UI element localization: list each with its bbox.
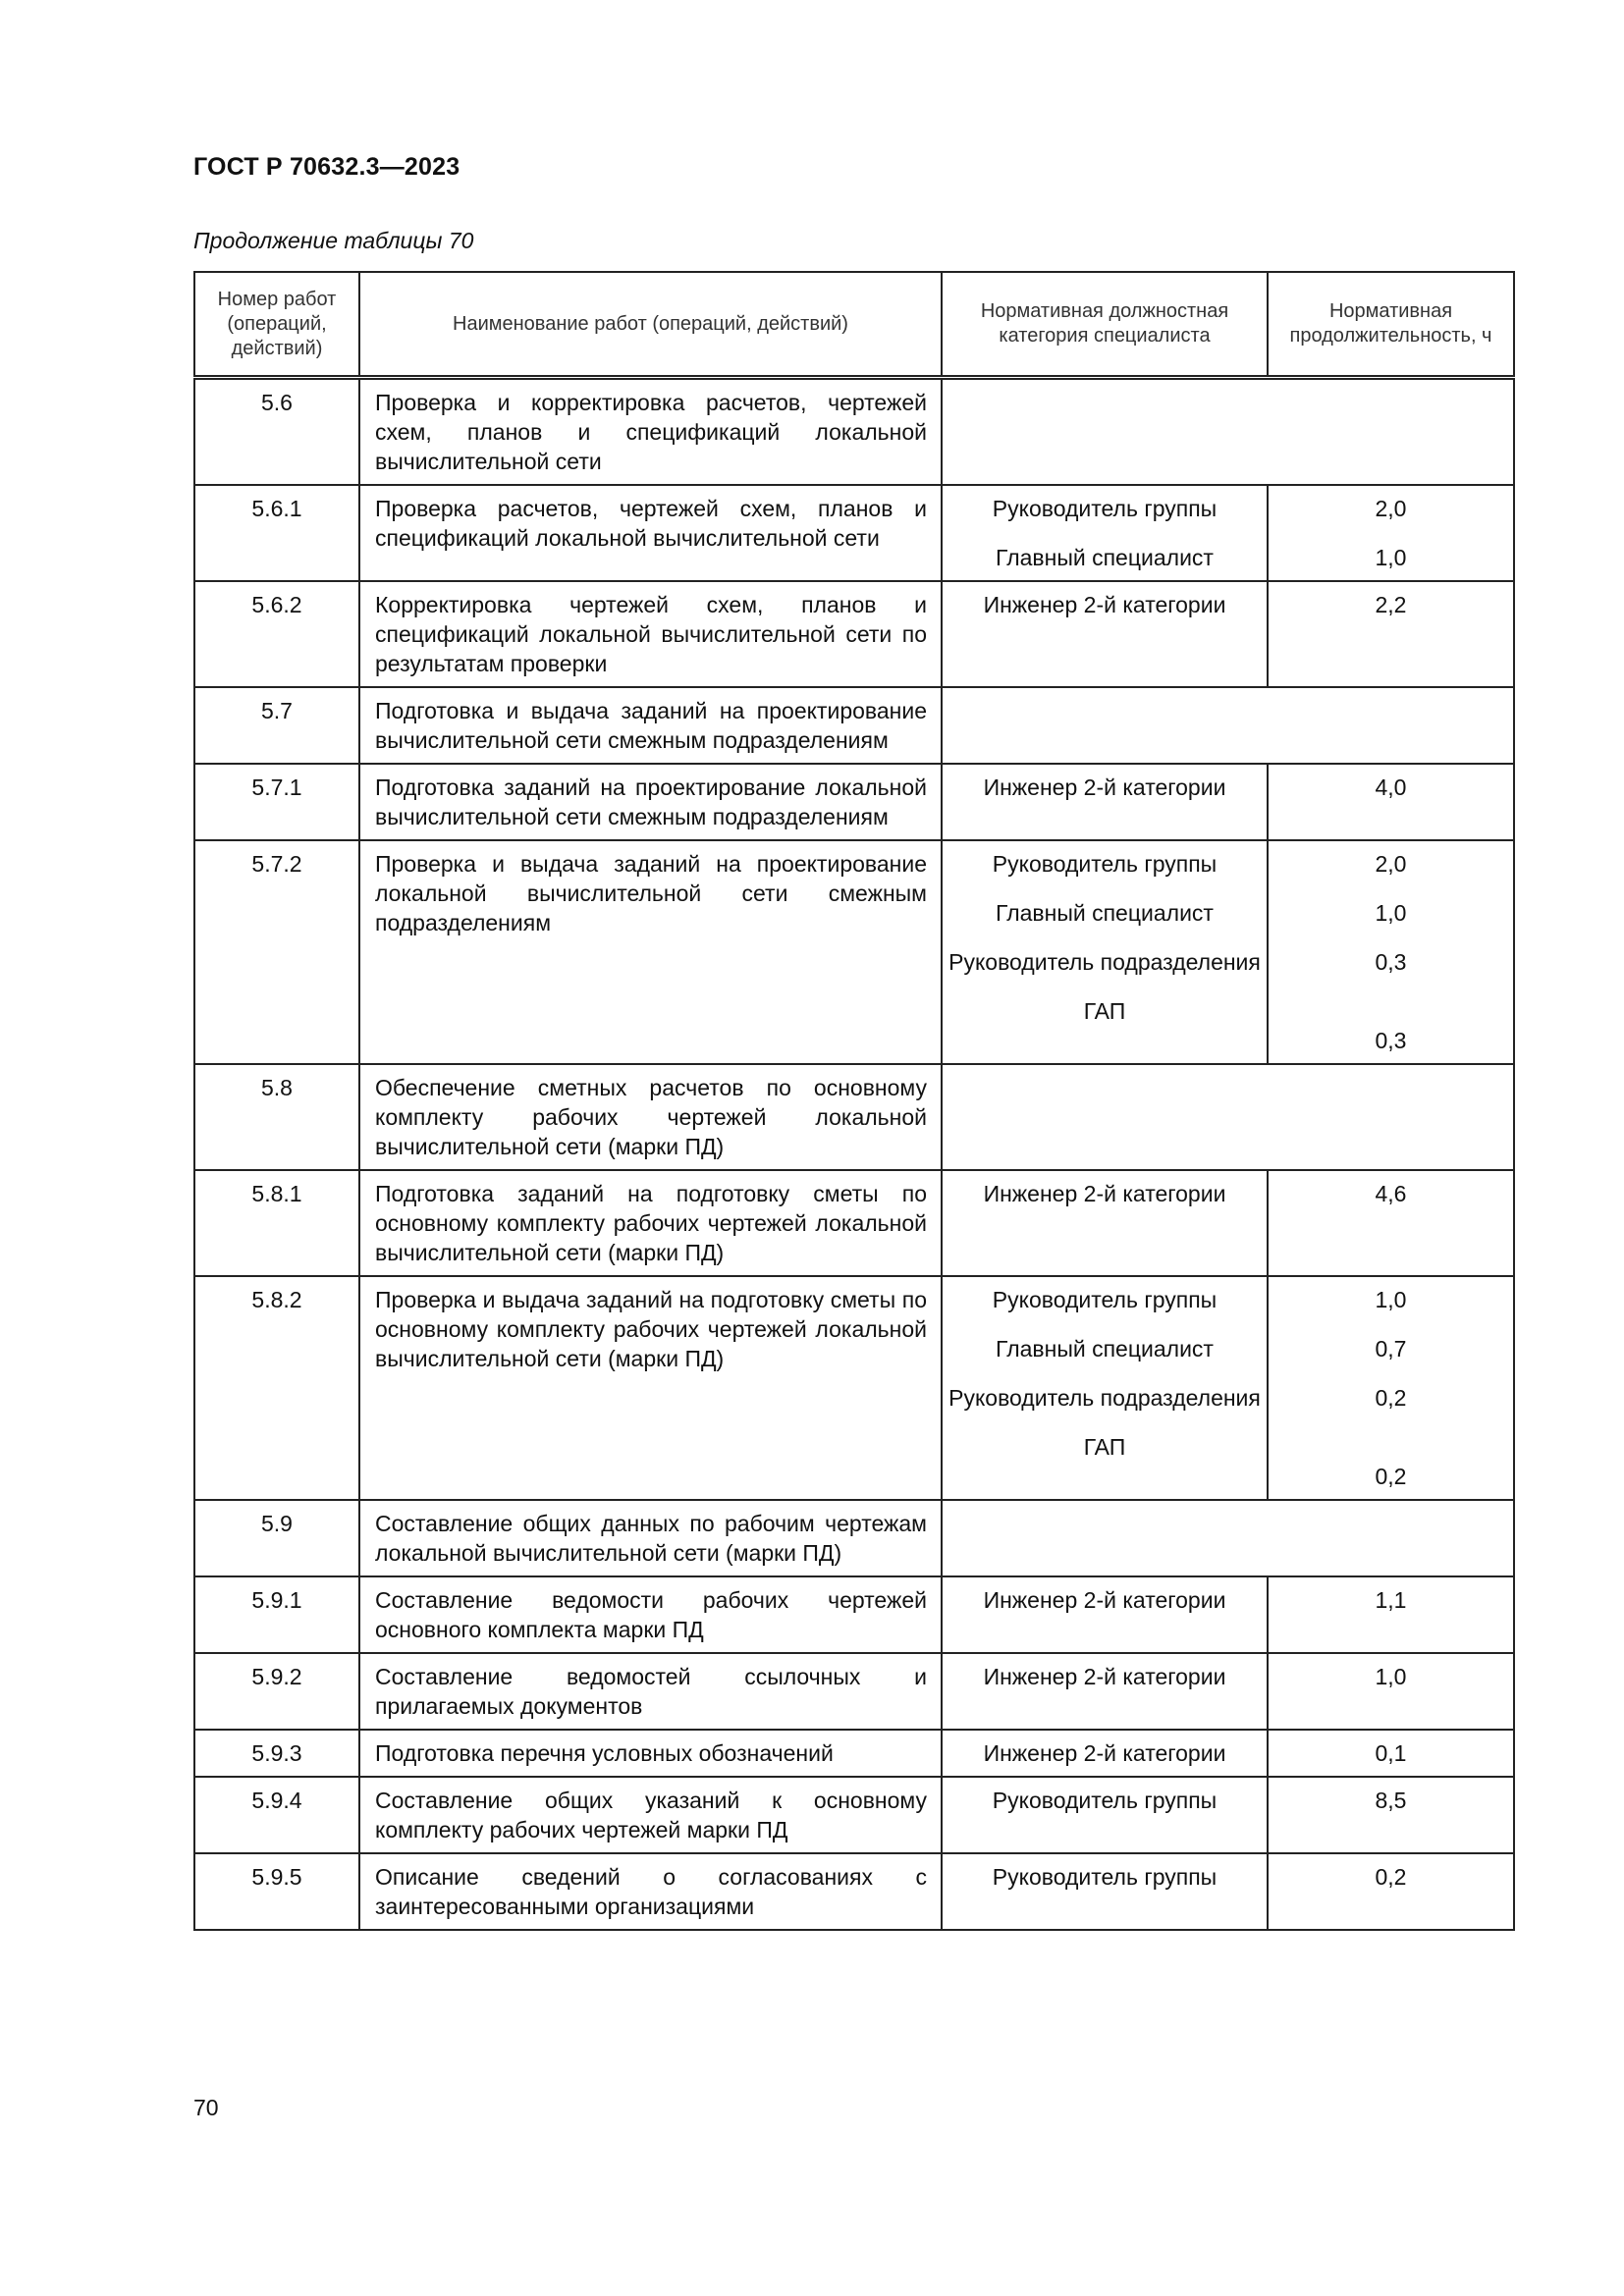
- specialist-cell: [942, 1170, 1268, 1276]
- duration-cell: [1268, 1853, 1514, 1930]
- specialist-cell: [942, 1777, 1268, 1853]
- specialist-cell: [942, 581, 1268, 687]
- duration-value: 0,3: [1375, 949, 1407, 975]
- document-code: ГОСТ Р 70632.3—2023: [193, 153, 460, 181]
- table-row: [194, 1777, 1514, 1853]
- specialist-category: Главный специалист: [996, 545, 1214, 570]
- duration-value: 1,0: [1375, 1664, 1407, 1689]
- duration-value: 0,1: [1375, 1740, 1407, 1766]
- work-name-cell: Составление общих указаний к основному комплекту рабочих чертежей марки ПД: [359, 1777, 942, 1853]
- specialist-category: Инженер 2-й категории: [983, 774, 1226, 800]
- specialist-category: Инженер 2-й категории: [983, 1587, 1226, 1613]
- table-row: [194, 378, 1514, 486]
- duration-cell: [1268, 1170, 1514, 1276]
- work-name-cell: Проверка и выдача заданий на подготовку сметы по основному комплекту рабочих чертежей локальной вычислительной сети (марки ПД): [359, 1276, 942, 1500]
- table-caption: Продолжение таблицы 70: [193, 228, 474, 253]
- specialist-category: Инженер 2-й категории: [983, 592, 1226, 617]
- duration-cell: [1268, 1730, 1514, 1777]
- work-name-cell: Обеспечение сметных расчетов по основному комплекту рабочих чертежей локальной вычислительной сети (марки ПД): [359, 1064, 942, 1170]
- duration-cell: [1268, 1576, 1514, 1653]
- duration-cell: [1268, 581, 1514, 687]
- work-name-cell: Проверка и корректировка расчетов, чертежей схем, планов и спецификаций локальной вычислительной сети: [359, 378, 942, 486]
- work-name-cell: Проверка и выдача заданий на проектирование локальной вычислительной сети смежным подразделениям: [359, 840, 942, 1064]
- specialist-category: Руководитель группы: [992, 1788, 1218, 1813]
- duration-value: 0,3: [1375, 1028, 1407, 1053]
- specialist-category: Руководитель подразделения: [948, 949, 1261, 975]
- specialist-category: Руководитель группы: [992, 496, 1218, 521]
- work-number-cell: 5.9.2: [194, 1653, 359, 1730]
- duration-cell: [1268, 764, 1514, 840]
- duration-value: 4,0: [1375, 774, 1407, 800]
- work-name-cell: Подготовка и выдача заданий на проектирование вычислительной сети смежным подразделениям: [359, 687, 942, 764]
- work-number-cell: 5.6.2: [194, 581, 359, 687]
- duration-value: 1,0: [1375, 545, 1407, 570]
- work-number-cell: 5.7: [194, 687, 359, 764]
- specialist-category: Главный специалист: [996, 900, 1214, 926]
- duration-cell: [1268, 1653, 1514, 1730]
- duration-cell: [1268, 1276, 1514, 1500]
- duration-value: 2,0: [1375, 851, 1407, 877]
- duration-value: 0,2: [1375, 1385, 1407, 1411]
- specialist-cell: [942, 764, 1268, 840]
- work-name-cell: Описание сведений о согласованиях с заинтересованными организациями: [359, 1853, 942, 1930]
- specialist-cell: [942, 485, 1268, 581]
- duration-value: 0,2: [1375, 1464, 1407, 1489]
- duration-value: 0,2: [1375, 1864, 1407, 1890]
- header-specialist: Нормативная должностная категория специалиста: [942, 272, 1268, 378]
- table-row: [194, 1653, 1514, 1730]
- specialist-category: Главный специалист: [996, 1336, 1214, 1362]
- duration-cell: [1268, 840, 1514, 1064]
- specialist-category: Руководитель группы: [992, 851, 1218, 877]
- table-body: [194, 378, 1514, 1931]
- table-row: [194, 687, 1514, 764]
- work-number-cell: 5.9: [194, 1500, 359, 1576]
- work-number-cell: 5.9.1: [194, 1576, 359, 1653]
- work-number-cell: 5.9.4: [194, 1777, 359, 1853]
- table-row: [194, 485, 1514, 581]
- table-row: [194, 840, 1514, 1064]
- duration-cell: [1268, 1777, 1514, 1853]
- specialist-category: Инженер 2-й категории: [983, 1664, 1226, 1689]
- empty-section-cell: [942, 1500, 1514, 1576]
- work-name-cell: Подготовка перечня условных обозначений: [359, 1730, 942, 1777]
- work-name-cell: Корректировка чертежей схем, планов и спецификаций локальной вычислительной сети по результатам проверки: [359, 581, 942, 687]
- specialist-cell: [942, 1576, 1268, 1653]
- work-number-cell: 5.8: [194, 1064, 359, 1170]
- specialist-category: Инженер 2-й категории: [983, 1740, 1226, 1766]
- duration-value: 1,1: [1375, 1587, 1407, 1613]
- duration-value: 2,2: [1375, 592, 1407, 617]
- work-name-cell: Составление ведомости рабочих чертежей основного комплекта марки ПД: [359, 1576, 942, 1653]
- specialist-category: Руководитель подразделения: [948, 1385, 1261, 1411]
- empty-section-cell: [942, 378, 1514, 486]
- work-number-cell: 5.8.2: [194, 1276, 359, 1500]
- work-name-cell: Подготовка заданий на проектирование локальной вычислительной сети смежным подразделениям: [359, 764, 942, 840]
- table-row: [194, 1576, 1514, 1653]
- norms-table: [193, 271, 1515, 1931]
- specialist-cell: [942, 1853, 1268, 1930]
- duration-value: 0,7: [1375, 1336, 1407, 1362]
- specialist-category: ГАП: [1083, 1434, 1126, 1460]
- header-duration: Нормативная продолжительность, ч: [1268, 272, 1514, 378]
- duration-value: 1,0: [1375, 1287, 1407, 1312]
- work-number-cell: 5.7.2: [194, 840, 359, 1064]
- work-name-cell: Составление общих данных по рабочим чертежам локальной вычислительной сети (марки ПД): [359, 1500, 942, 1576]
- table-row: [194, 1064, 1514, 1170]
- page-number: 70: [193, 2095, 219, 2120]
- work-number-cell: 5.6.1: [194, 485, 359, 581]
- specialist-category: Руководитель группы: [992, 1864, 1218, 1890]
- work-name-cell: Подготовка заданий на подготовку сметы по основному комплекту рабочих чертежей локальной вычислительной сети (марки ПД): [359, 1170, 942, 1276]
- work-number-cell: 5.7.1: [194, 764, 359, 840]
- specialist-cell: [942, 840, 1268, 1064]
- specialist-cell: [942, 1276, 1268, 1500]
- table-row: [194, 1170, 1514, 1276]
- work-number-cell: 5.9.5: [194, 1853, 359, 1930]
- table-row: [194, 1500, 1514, 1576]
- empty-section-cell: [942, 687, 1514, 764]
- header-number: Номер работ (операций, действий): [194, 272, 359, 378]
- work-number-cell: 5.9.3: [194, 1730, 359, 1777]
- specialist-category: Руководитель группы: [992, 1287, 1218, 1312]
- work-number-cell: 5.6: [194, 378, 359, 486]
- empty-section-cell: [942, 1064, 1514, 1170]
- specialist-category: ГАП: [1083, 998, 1126, 1024]
- header-name: Наименование работ (операций, действий): [359, 272, 942, 378]
- duration-value: 8,5: [1375, 1788, 1407, 1813]
- table-row: [194, 1730, 1514, 1777]
- table-row: [194, 1853, 1514, 1930]
- duration-value: 1,0: [1375, 900, 1407, 926]
- table-row: [194, 581, 1514, 687]
- table-row: [194, 764, 1514, 840]
- table-header-row: [194, 272, 1514, 378]
- duration-value: 2,0: [1375, 496, 1407, 521]
- duration-value: 4,6: [1375, 1181, 1407, 1206]
- work-name-cell: Проверка расчетов, чертежей схем, планов и спецификаций локальной вычислительной сети: [359, 485, 942, 581]
- work-number-cell: 5.8.1: [194, 1170, 359, 1276]
- work-name-cell: Составление ведомостей ссылочных и прилагаемых документов: [359, 1653, 942, 1730]
- table-row: [194, 1276, 1514, 1500]
- duration-cell: [1268, 485, 1514, 581]
- specialist-cell: [942, 1730, 1268, 1777]
- specialist-category: Инженер 2-й категории: [983, 1181, 1226, 1206]
- specialist-cell: [942, 1653, 1268, 1730]
